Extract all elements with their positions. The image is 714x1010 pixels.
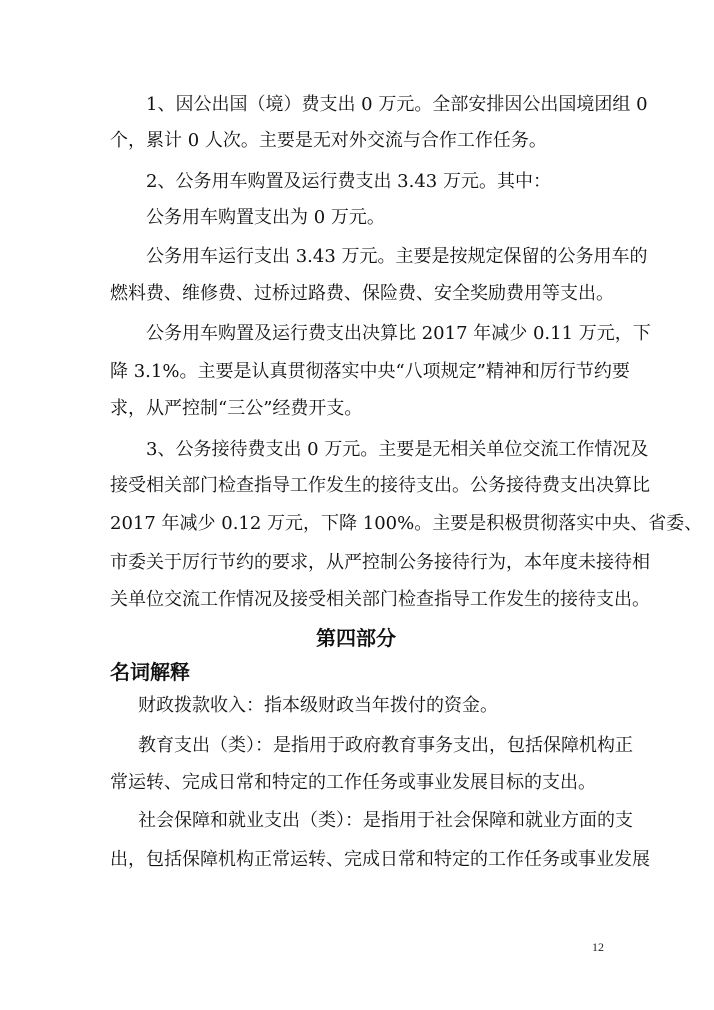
paragraph-line: 公务用车购置及运行费支出决算比 2017 年减少 0.11 万元，下 — [146, 323, 651, 344]
paragraph-line: 公务用车运行支出 3.43 万元。主要是按规定保留的公务用车的 — [146, 246, 648, 267]
paragraph-line: 2017 年减少 0.12 万元，下降 100%。主要是积极贯彻落实中央、省委、 — [110, 513, 703, 534]
paragraph-line: 公务用车购置支出为 0 万元。 — [146, 207, 385, 228]
subsection-title: 名词解释 — [110, 660, 190, 684]
paragraph-line: 求，从严控制“三公”经费开支。 — [110, 398, 363, 419]
paragraph-line: 关单位交流工作情况及接受相关部门检查指导工作发生的接待支出。 — [110, 589, 650, 610]
paragraph-line: 降 3.1%。主要是认真贯彻落实中央“八项规定”精神和厉行节约要 — [110, 361, 630, 382]
paragraph-line: 3、公务接待费支出 0 万元。主要是无相关单位交流工作情况及 — [146, 439, 649, 460]
paragraph-line: 1、因公出国（境）费支出 0 万元。全部安排因公出国境团组 0 — [146, 94, 648, 115]
definition-line: 教育支出（类）：是指用于政府教育事务支出，包括保障机构正 — [138, 735, 633, 756]
paragraph-line: 个，累计 0 人次。主要是无对外交流与合作工作任务。 — [110, 130, 547, 151]
definition-line: 出，包括保障机构正常运转、完成日常和特定的工作任务或事业发展 — [110, 849, 650, 870]
paragraph-line: 燃料费、维修费、过桥过路费、保险费、安全奖励费用等支出。 — [110, 283, 614, 304]
paragraph-line: 市委关于厉行节约的要求，从严控制公务接待行为，本年度未接待相 — [110, 552, 650, 573]
page-number: 12 — [592, 940, 604, 954]
section-title: 第四部分 — [316, 626, 396, 650]
paragraph-line: 接受相关部门检查指导工作发生的接待支出。公务接待费支出决算比 — [110, 475, 650, 496]
paragraph-line: 2、公务用车购置及运行费支出 3.43 万元。其中： — [146, 171, 551, 192]
definition-line: 财政拨款收入：指本级财政当年拨付的资金。 — [138, 695, 498, 716]
definition-line: 常运转、完成日常和特定的工作任务或事业发展目标的支出。 — [110, 772, 596, 793]
definition-line: 社会保障和就业支出（类）：是指用于社会保障和就业方面的支 — [138, 810, 633, 831]
